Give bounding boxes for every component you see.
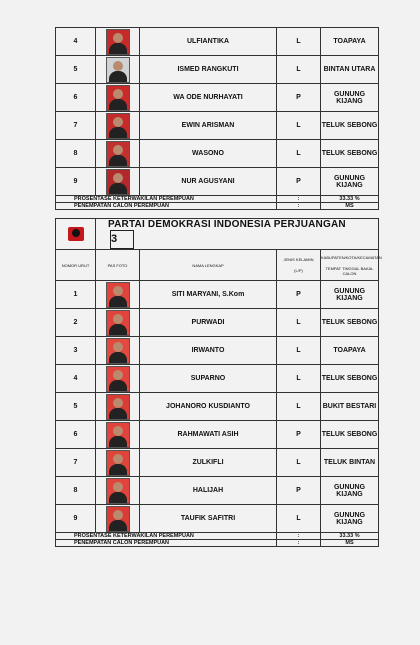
photo-body — [109, 352, 127, 363]
summary-label: PROSENTASE KETERWAKILAN PEREMPUAN — [56, 196, 277, 203]
candidate-photo-cell — [96, 449, 140, 477]
candidate-area: TELUK SEBONG — [321, 140, 379, 168]
header-area-line1: KABUPATEN/KOTA/KECAMATAN — [321, 254, 382, 260]
party-number: 3 — [110, 230, 134, 249]
summary-value: 33.33 % — [321, 533, 379, 540]
candidate-number: 8 — [56, 477, 96, 505]
candidate-gender: L — [277, 365, 321, 393]
candidate-photo — [106, 310, 130, 336]
candidate-photo — [106, 169, 130, 195]
candidate-name: SITI MARYANI, S.Kom — [140, 281, 277, 309]
photo-head — [113, 61, 123, 71]
candidate-area: GUNUNG KIJANG — [321, 505, 379, 533]
photo-body — [109, 99, 127, 110]
candidate-photo-cell — [96, 84, 140, 112]
candidate-name: SUPARNO — [140, 365, 277, 393]
candidate-photo-cell — [96, 505, 140, 533]
candidate-number: 3 — [56, 337, 96, 365]
candidate-number: 1 — [56, 281, 96, 309]
candidate-area: TOAPAYA — [321, 28, 379, 56]
candidate-name: NUR AGUSYANI — [140, 168, 277, 196]
candidate-gender: L — [277, 505, 321, 533]
party-name: PARTAI DEMOKRASI INDONESIA PERJUANGAN — [108, 219, 346, 230]
photo-head — [113, 286, 123, 296]
candidate-photo-cell — [96, 112, 140, 140]
candidate-photo — [106, 366, 130, 392]
candidate-number: 7 — [56, 449, 96, 477]
party-header-row — [56, 219, 379, 250]
party-title-cell — [96, 219, 379, 250]
candidate-gender: P — [277, 477, 321, 505]
candidate-number: 6 — [56, 421, 96, 449]
candidate-number: 2 — [56, 309, 96, 337]
header-name: NAMA LENGKAP — [140, 250, 277, 281]
candidate-name: WASONO — [140, 140, 277, 168]
candidate-area: TELUK SEBONG — [321, 421, 379, 449]
header-no: NOMOR URUT — [56, 250, 96, 281]
candidate-name: PURWADI — [140, 309, 277, 337]
header-area-line2: TEMPAT TINGGAL BAKAL CALON — [325, 265, 374, 276]
candidate-photo-cell — [96, 140, 140, 168]
candidate-name: IRWANTO — [140, 337, 277, 365]
candidate-gender: P — [277, 281, 321, 309]
summary-row — [56, 203, 379, 210]
candidate-row — [56, 505, 379, 533]
photo-body — [109, 324, 127, 335]
candidate-gender: L — [277, 56, 321, 84]
candidate-photo-cell — [96, 421, 140, 449]
photo-head — [113, 454, 123, 464]
photo-body — [109, 380, 127, 391]
photo-head — [113, 510, 123, 520]
candidate-photo-cell — [96, 393, 140, 421]
candidate-photo-cell — [96, 337, 140, 365]
candidate-photo — [106, 478, 130, 504]
candidate-photo — [106, 113, 130, 139]
candidate-number: 9 — [56, 168, 96, 196]
candidate-area: BINTAN UTARA — [321, 56, 379, 84]
candidate-photo — [106, 450, 130, 476]
candidate-table-previous-party — [55, 27, 379, 210]
candidate-gender: P — [277, 84, 321, 112]
candidate-name: WA ODE NURHAYATI — [140, 84, 277, 112]
summary-separator: : — [277, 203, 321, 210]
photo-head — [113, 314, 123, 324]
candidate-row — [56, 56, 379, 84]
candidate-row — [56, 393, 379, 421]
candidate-row — [56, 477, 379, 505]
header-photo: PAS FOTO — [96, 250, 140, 281]
photo-body — [109, 296, 127, 307]
header-gender-line1: JENIS KELAMIN — [283, 257, 314, 262]
candidate-photo — [106, 506, 130, 532]
candidate-row — [56, 112, 379, 140]
photo-body — [109, 43, 127, 54]
candidate-table-pdi-perjuangan — [55, 218, 382, 547]
candidate-photo — [106, 57, 130, 83]
candidate-area: TELUK SEBONG — [321, 112, 379, 140]
document-sheet — [55, 27, 382, 547]
candidate-photo-cell — [96, 309, 140, 337]
photo-body — [109, 155, 127, 166]
header-area — [321, 250, 382, 281]
candidate-row — [56, 365, 379, 393]
candidate-area: GUNUNG KIJANG — [321, 84, 379, 112]
candidate-name: ZULKIFLI — [140, 449, 277, 477]
candidate-photo-cell — [96, 281, 140, 309]
candidate-name: TAUFIK SAFITRI — [140, 505, 277, 533]
photo-head — [113, 482, 123, 492]
candidate-area: TELUK SEBONG — [321, 365, 379, 393]
candidate-row — [56, 168, 379, 196]
candidate-area: TELUK SEBONG — [321, 309, 379, 337]
photo-body — [109, 183, 127, 194]
photo-body — [109, 408, 127, 419]
candidate-number: 4 — [56, 365, 96, 393]
candidate-number: 5 — [56, 56, 96, 84]
candidate-gender: L — [277, 28, 321, 56]
candidate-name: HALIJAH — [140, 477, 277, 505]
candidate-row — [56, 449, 379, 477]
candidate-gender: L — [277, 309, 321, 337]
photo-head — [113, 89, 123, 99]
candidate-row — [56, 84, 379, 112]
summary-label: PENEMPATAN CALON PEREMPUAN — [56, 203, 277, 210]
candidate-row — [56, 309, 379, 337]
candidate-number: 8 — [56, 140, 96, 168]
photo-body — [109, 71, 127, 82]
candidate-gender: L — [277, 112, 321, 140]
candidate-photo-cell — [96, 56, 140, 84]
candidate-gender: P — [277, 421, 321, 449]
candidate-area: BUKIT BESTARI — [321, 393, 379, 421]
candidate-photo — [106, 394, 130, 420]
photo-head — [113, 398, 123, 408]
candidate-name: ULFIANTIKA — [140, 28, 277, 56]
photo-body — [109, 492, 127, 503]
summary-label: PENEMPATAN CALON PEREMPUAN — [56, 540, 277, 547]
candidate-photo — [106, 282, 130, 308]
party-logo-cell — [56, 219, 96, 250]
candidate-photo — [106, 422, 130, 448]
candidate-photo — [106, 29, 130, 55]
candidate-row — [56, 337, 379, 365]
candidate-number: 6 — [56, 84, 96, 112]
candidate-number: 5 — [56, 393, 96, 421]
candidate-gender: L — [277, 393, 321, 421]
photo-body — [109, 127, 127, 138]
photo-body — [109, 436, 127, 447]
candidate-name: EWIN ARISMAN — [140, 112, 277, 140]
candidate-area: TELUK BINTAN — [321, 449, 379, 477]
photo-head — [113, 370, 123, 380]
column-header-row — [56, 250, 379, 281]
candidate-name: RAHMAWATI ASIH — [140, 421, 277, 449]
candidate-photo — [106, 85, 130, 111]
summary-label: PROSENTASE KETERWAKILAN PEREMPUAN — [56, 533, 277, 540]
summary-row — [56, 533, 379, 540]
summary-separator: : — [277, 540, 321, 547]
candidate-name: JOHANORO KUSDIANTO — [140, 393, 277, 421]
summary-separator: : — [277, 533, 321, 540]
candidate-photo-cell — [96, 168, 140, 196]
candidate-photo-cell — [96, 477, 140, 505]
header-gender-line2: (L/P) — [294, 268, 303, 273]
photo-head — [113, 33, 123, 43]
summary-value: MS — [321, 203, 379, 210]
pdip-logo-icon — [68, 227, 84, 241]
candidate-name: ISMED RANGKUTI — [140, 56, 277, 84]
candidate-row — [56, 140, 379, 168]
photo-head — [113, 342, 123, 352]
candidate-photo — [106, 141, 130, 167]
photo-head — [113, 173, 123, 183]
candidate-area: GUNUNG KIJANG — [321, 281, 379, 309]
candidate-gender: L — [277, 140, 321, 168]
candidate-row — [56, 28, 379, 56]
candidate-photo — [106, 338, 130, 364]
summary-row — [56, 196, 379, 203]
header-gender — [277, 250, 321, 281]
candidate-area: GUNUNG KIJANG — [321, 168, 379, 196]
summary-row — [56, 540, 379, 547]
photo-body — [109, 464, 127, 475]
photo-body — [109, 520, 127, 531]
candidate-row — [56, 421, 379, 449]
summary-value: 33.33 % — [321, 196, 379, 203]
candidate-number: 9 — [56, 505, 96, 533]
candidate-gender: L — [277, 337, 321, 365]
summary-separator: : — [277, 196, 321, 203]
candidate-row — [56, 281, 379, 309]
photo-head — [113, 117, 123, 127]
candidate-photo-cell — [96, 28, 140, 56]
candidate-photo-cell — [96, 365, 140, 393]
photo-head — [113, 426, 123, 436]
photo-head — [113, 145, 123, 155]
candidate-gender: L — [277, 449, 321, 477]
summary-value: MS — [321, 540, 379, 547]
candidate-gender: P — [277, 168, 321, 196]
candidate-number: 7 — [56, 112, 96, 140]
candidate-area: TOAPAYA — [321, 337, 379, 365]
candidate-area: GUNUNG KIJANG — [321, 477, 379, 505]
candidate-number: 4 — [56, 28, 96, 56]
